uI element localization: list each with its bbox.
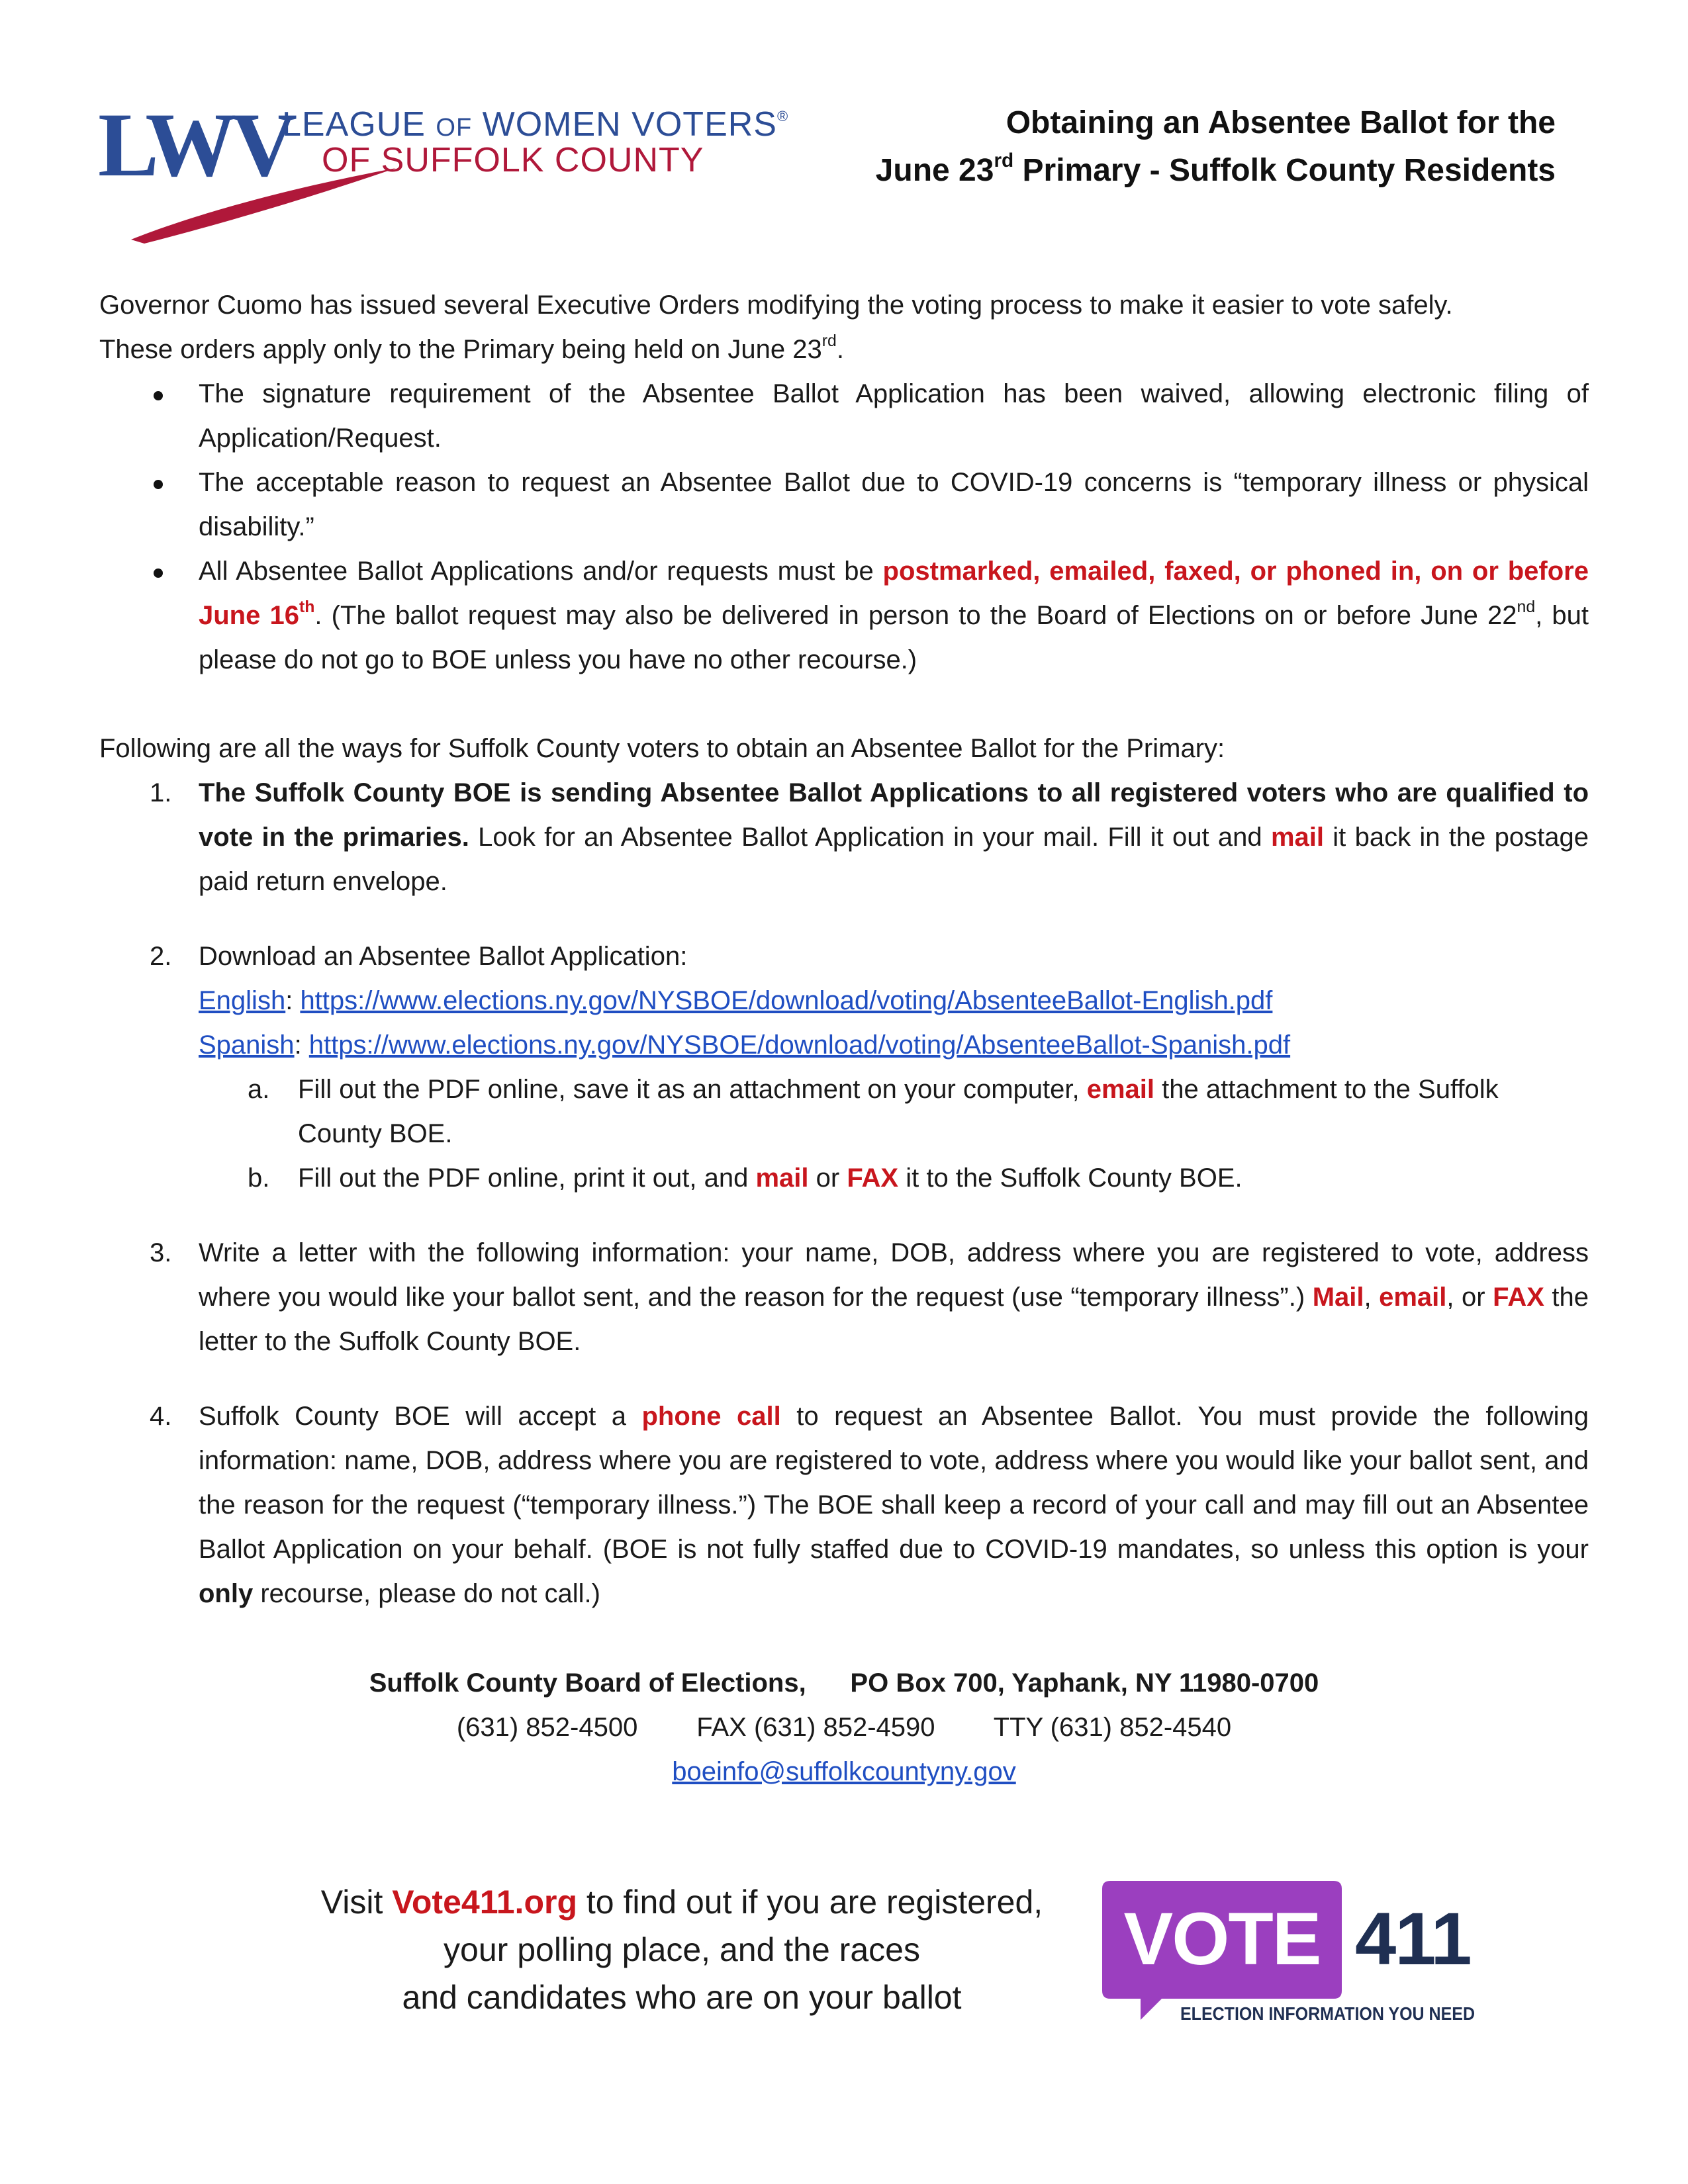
list-number: 3. (150, 1238, 172, 1267)
bullet-item: The signature requirement of the Absentee Ballot Application has been waived, allowing electronic filing of Application/Request. (199, 379, 1589, 453)
contact-email-line (0, 1750, 1688, 1794)
page-title (876, 99, 1556, 195)
sub-list-letter: a. (248, 1075, 270, 1104)
list-item: Download an Absentee Ballot Application: English: https://www.elections.ny.gov/NYSBOE/download/voting/AbsenteeBallot-English.pdf Spanish: https://www.elections.ny.gov/NYSBOE/download/voting/AbsenteeBallot-Spanish.pdf (199, 942, 1291, 1060)
intro-paragraph: Governor Cuomo has issued several Executive Orders modifying the voting process to make it easier to vote safely. These orders apply only to the Primary being held on June 23rd. (99, 291, 1453, 364)
contact-phone-line (0, 1706, 1688, 1750)
fax-number: FAX (631) 852-4590 (696, 1713, 935, 1742)
bullet-icon (154, 569, 163, 578)
list-number: 4. (150, 1402, 172, 1431)
vote411-logo (1102, 1880, 1479, 2038)
bullet-icon (154, 391, 163, 400)
ways-intro: Following are all the ways for Suffolk County voters to obtain an Absentee Ballot for the Primary: (99, 734, 1225, 763)
vote411-vote-text: VOTE (1123, 1897, 1321, 1980)
contact-address-line: Suffolk County Board of Elections, PO Box 700, Yaphank, NY 11980-0700 (369, 1668, 1319, 1698)
list-item: The Suffolk County BOE is sending Absentee Ballot Applications to all registered voters who are qualified to vote in the primaries. Look for an Absentee Ballot Application in your mail. Fill it out and mail it back in the postage paid return envelope. (199, 778, 1589, 896)
boe-email-link[interactable]: boeinfo@suffolkcountyny.gov (672, 1757, 1016, 1786)
bullet-item: The acceptable reason to request an Absentee Ballot due to COVID-19 concerns is “temporary illness or physical disability.” (199, 468, 1589, 541)
english-pdf-link[interactable]: https://www.elections.ny.gov/NYSBOE/download/voting/AbsenteeBallot-English.pdf (300, 986, 1273, 1015)
list-item: Suffolk County BOE will accept a phone call to request an Absentee Ballot. You must provide the following information: name, DOB, address where you are registered to vote, address where you would like your ballot sent, and the reason for the request (“temporary illness.”) The BOE shall keep a record of your call and may fill out an Absentee Ballot Application on your behalf. (BOE is not fully staffed due to COVID-19 mandates, so unless this option is your only recourse, please do not call.) (199, 1402, 1589, 1608)
lwv-logo (98, 94, 789, 238)
bullet-item: All Absentee Ballot Applications and/or requests must be postmarked, emailed, faxed, or phoned in, on or before June 16th. (The ballot request may also be delivered in person to the Board of Elections on or before June 22nd, but please do not go to BOE unless you have no other recourse.) (199, 557, 1589, 674)
spanish-link-label[interactable]: Spanish (199, 1030, 295, 1060)
lwv-logo-line2: OF SUFFOLK COUNTY (322, 141, 704, 179)
vote411-link[interactable]: Vote411.org (392, 1884, 577, 1921)
spanish-pdf-link[interactable]: https://www.elections.ny.gov/NYSBOE/download/voting/AbsenteeBallot-Spanish.pdf (308, 1030, 1291, 1060)
list-number: 2. (150, 942, 172, 971)
title-line-1: Obtaining an Absentee Ballot for the (1006, 105, 1556, 140)
tty-number: TTY (631) 852-4540 (993, 1713, 1232, 1742)
title-line-2: June 23rd Primary - Suffolk County Residents (875, 149, 1556, 188)
vote411-tagline: ELECTION INFORMATION YOU NEED (1180, 2003, 1475, 2024)
phone-number: (631) 852-4500 (456, 1713, 638, 1742)
list-item: Write a letter with the following information: your name, DOB, address where you are registered to vote, address where you would like your ballot sent, and the reason for the request (use “temporary illness”.) Mail, email, or FAX the letter to the Suffolk County BOE. (199, 1238, 1589, 1356)
lwv-logo-letters: LWV (98, 94, 293, 195)
sub-list-item: Fill out the PDF online, save it as an attachment on your computer, email the attachment to the Suffolk County BOE. (298, 1075, 1499, 1148)
list-number: 1. (150, 778, 172, 807)
sub-list-item: Fill out the PDF online, print it out, and mail or FAX it to the Suffolk County BOE. (298, 1163, 1243, 1193)
english-link-label[interactable]: English (199, 986, 286, 1015)
lwv-logo-line1: LEAGUE OF WOMEN VOTERS® (282, 105, 789, 144)
sub-list-letter: b. (248, 1163, 270, 1193)
bullet-icon (154, 480, 163, 489)
vote411-promo-text: Visit Vote411.org to find out if you are registered, your polling place, and the races and candidates who are on your ballot (320, 1884, 1043, 2016)
vote411-number-text: 411 (1355, 1897, 1471, 1980)
